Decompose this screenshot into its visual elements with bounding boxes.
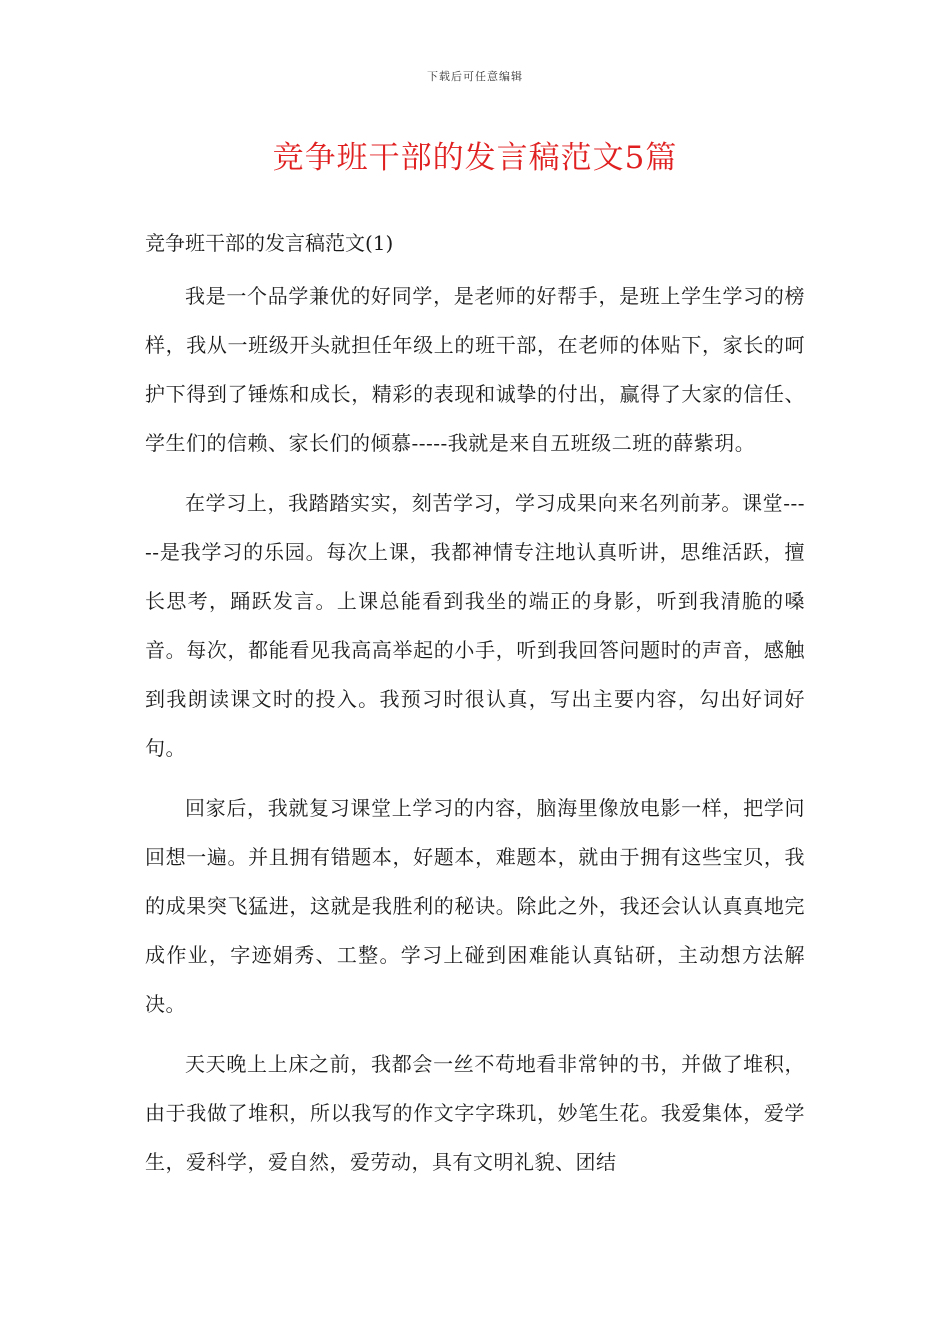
header-note: 下载后可任意编辑 — [427, 70, 523, 83]
document-body — [145, 224, 805, 1198]
document-title: 竞争班干部的发言稿范文5篇 — [272, 140, 678, 176]
paragraph-1: 我是一个品学兼优的好同学，是老师的好帮手，是班上学生学习的榜样，我从一班级开头就担任年级上的班干部，在老师的体贴下，家长的呵护下得到了锤炼和成长，精彩的表现和诚挚的付出，赢得了大家的信任、学生们的信赖、家长们的倾慕-----我就是来自五班级二班的薛紫玥。 — [145, 284, 805, 455]
paragraph-3: 回家后，我就复习课堂上学习的内容，脑海里像放电影一样，把学问回想一遍。并且拥有错题本，好题本，难题本，就由于拥有这些宝贝，我的成果突飞猛进，这就是我胜利的秘诀。除此之外，我还会认认真真地完成作业，字迹娟秀、工整。学习上碰到困难能认真钻研，主动想方法解决。 — [145, 796, 805, 1016]
section-heading: 竞争班干部的发言稿范文(1) — [145, 231, 394, 255]
paragraph-2: 在学习上，我踏踏实实，刻苦学习，学习成果向来名列前茅。课堂-----是我学习的乐园。每次上课，我都神情专注地认真听讲，思维活跃，擅长思考，踊跃发言。上课总能看到我坐的端正的身影，听到我清脆的嗓音。每次，都能看见我高高举起的小手，听到我回答问题时的声音，感触到我朗读课文时的投入。我预习时很认真，写出主要内容，勾出好词好句。 — [145, 491, 805, 760]
paragraph-4: 天天晚上上床之前，我都会一丝不苟地看非常钟的书，并做了堆积，由于我做了堆积，所以我写的作文字字珠玑，妙笔生花。我爱集体，爱学生，爱科学，爱自然，爱劳动，具有文明礼貌、团结 — [145, 1052, 805, 1174]
